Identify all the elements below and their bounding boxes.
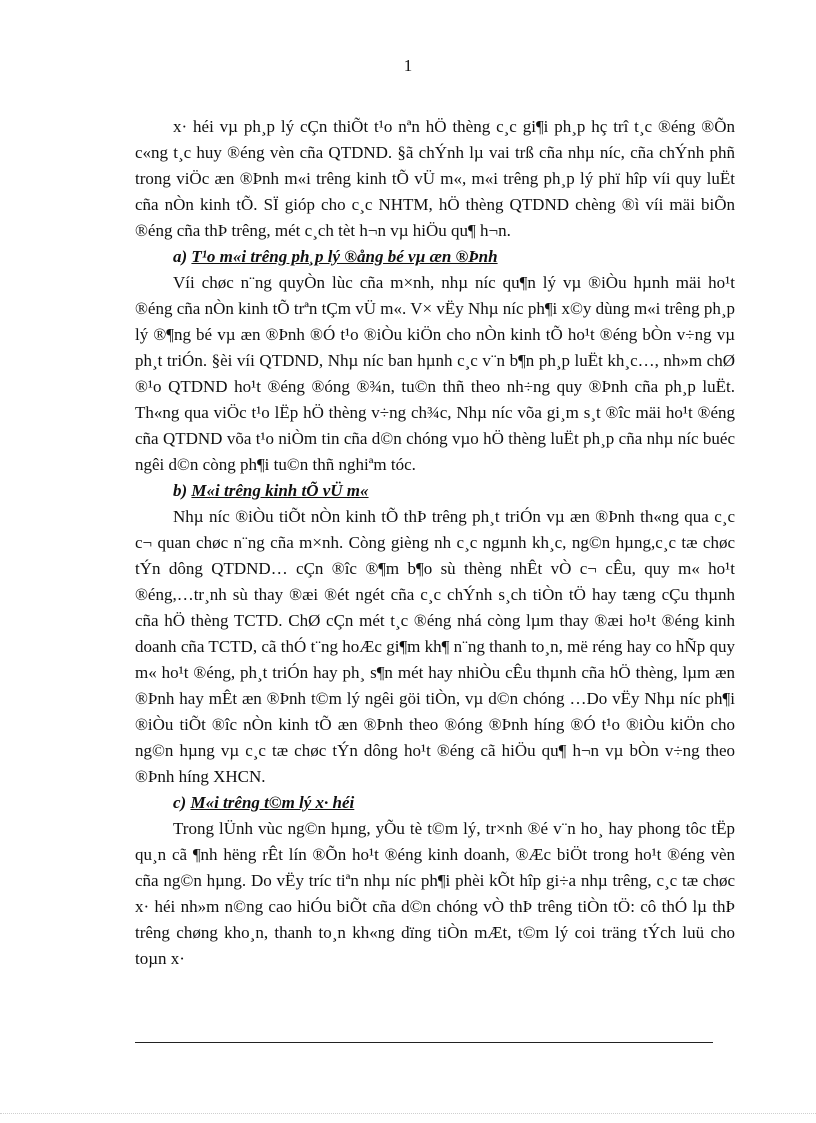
page-number: 1 bbox=[403, 56, 413, 75]
page-bottom-border bbox=[0, 1113, 816, 1114]
paragraph-social-psychology: Trong lÜnh vùc ng©n hµng, yÕu tè t©m lý, tr×nh ®é v¨n ho¸ hay phong tôc tËp qu¸n cã ¶nh hëng rÊt lín ®Õn ho¹t ®éng kinh doanh, ®Æc biÖt trong ho¹t ®éng vèn cña ng©n hµng. Do vËy tríc tiªn nhµ níc ph¶i phèi kÕt hîp gi÷a nhµ trêng, c¸c tæ chøc x· héi nh»m n©ng cao hiÓu biÕt cña d©n chóng vÒ thÞ trêng tiÒn tÖ: cô thÓ lµ thÞ trêng chøng kho¸n, thanh to¸n kh«ng dïng tiÒn mÆt, t©m lý coi träng tÝch luü cho toµn x· bbox=[135, 819, 735, 968]
section-heading-c bbox=[135, 790, 735, 816]
section-heading-a bbox=[135, 244, 735, 270]
paragraph-macro-economy: Nhµ níc ®iÒu tiÕt nÒn kinh tÕ thÞ trêng ph¸t triÓn vµ æn ®Þnh th«ng qua c¸c c¬ quan chøc n¨ng cña m×nh. Còng gièng nh c¸c ngµnh kh¸c, ng©n hµng,c¸c tæ chøc tÝn dông QTDND… cÇn ®îc ®¶m b¶o sù thèng nhÊt vÒ c¬ cÊu, quy m« ho¹t ®éng,…tr¸nh sù thay ®æi ®ét ngét cña c¸c chÝnh s¸ch tiÒn tÖ hay tæng cÇu thµnh cña hÖ thèng TCTD. ChØ cÇn mét t¸c ®éng nhá còng lµm thay ®æi ho¹t ®éng kinh doanh cña TCTD, cã thÓ t¨ng hoÆc gi¶m kh¶ n¨ng thanh to¸n, më réng hay co hÑp quy m« ho¹t ®éng, ph¸t triÓn hay ph¸ s¶n mét hay nhiÒu cÊu thµnh cña hÖ thèng, lµm æn ®Þnh hay mÊt æn ®Þnh t©m lý ngêi göi tiÒn, vµ d©n chóng …Do vËy Nhµ níc ph¶i ®iÒu tiÕt ®îc nÒn kinh tÕ æn ®Þnh theo ®óng ®Þnh híng ®Ó t¹o ®iÒu kiÖn cho ng©n hµng vµ c¸c tæ chøc tÝn dông ho¹t ®éng cã hiÖu qu¶ h¬n vµ bÒn v÷ng theo ®Þnh híng XHCN. bbox=[135, 507, 735, 786]
section-label-b: b) bbox=[173, 481, 188, 500]
section-title-b: M«i trêng kinh tÕ vÜ m« bbox=[191, 481, 369, 500]
document-body bbox=[135, 114, 735, 972]
section-title-a: T¹o m«i trêng ph¸p lý ®ång bé vµ æn ®Þnh bbox=[191, 247, 498, 266]
paragraph-legal-environment: Víi chøc n¨ng quyÒn lùc cña m×nh, nhµ níc qu¶n lý vµ ®iÒu hµnh mäi ho¹t ®éng cña nÒn kinh tÕ trªn tÇm vÜ m«. V× vËy Nhµ níc ph¶i x©y dùng m«i trêng ph¸p lý ®¶ng bé vµ æn ®Þnh ®Ó t¹o ®iÒu kiÖn cho nÒn kinh tÕ ho¹t ®éng bÒn v÷ng vµ ph¸t triÓn. §èi víi QTDND, Nhµ níc ban hµnh c¸c v¨n b¶n ph¸p luËt kh¸c…, nh»m chØ ®¹o QTDND ho¹t ®éng ®óng ®¾n, tu©n thñ theo nh÷ng quy ®Þnh cña ph¸p luËt. Th«ng qua viÖc t¹o lËp hÖ thèng v÷ng ch¾c, Nhµ níc võa gi¸m s¸t ®îc mäi ho¹t ®éng cña QTDND võa t¹o niÒm tin cña d©n chóng vµo hÖ thèng luËt ph¸p cña nhµ níc buéc ngêi d©n còng ph¶i tu©n thñ nghiªm tóc. bbox=[135, 273, 735, 474]
paragraph-intro: x· héi vµ ph¸p lý cÇn thiÕt t¹o nªn hÖ thèng c¸c gi¶i ph¸p hç trî t¸c ®éng ®Õn c«ng t¸c huy ®éng vèn cña QTDND. §ã chÝnh lµ vai trß cña nhµ níc, cña chÝnh phñ trong viÖc æn ®Þnh m«i trêng kinh tÕ vÜ m«, m«i trêng ph¸p lý phï hîp víi quy luËt cña nÒn kinh tÕ. SÏ gióp cho c¸c NHTM, hÖ thèng QTDND chèng ®ì víi mäi biÕn ®éng cña thÞ trêng, mét c¸ch tèt h¬n vµ hiÖu qu¶ h¬n. bbox=[135, 117, 735, 240]
section-heading-b bbox=[135, 478, 735, 504]
section-label-a: a) bbox=[173, 247, 188, 266]
section-title-c: M«i trêng t©m lý x· héi bbox=[190, 793, 355, 812]
section-label-c: c) bbox=[173, 793, 187, 812]
footer-divider bbox=[135, 1042, 713, 1043]
